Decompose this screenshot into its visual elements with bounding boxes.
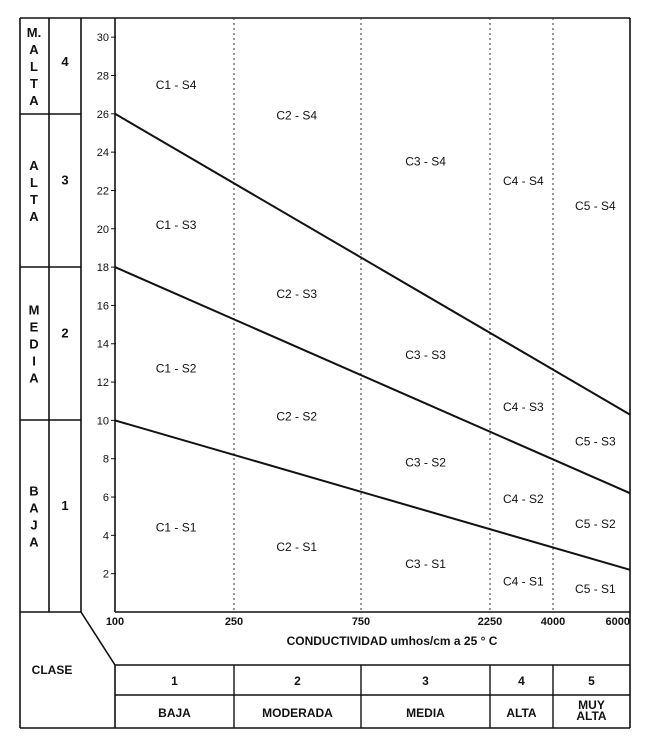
y-tick-label: 16: [96, 300, 109, 313]
vertical-gridlines: [234, 18, 553, 728]
zone-label-c1-s4: C1 - S4: [155, 78, 197, 93]
sodium-class-letter: J: [30, 517, 38, 533]
zone-label-c3-s2: C3 - S2: [405, 455, 446, 470]
sodium-class-letter: I: [32, 353, 36, 369]
y-tick-label: 26: [96, 108, 109, 121]
sodium-class-number: 3: [61, 172, 69, 188]
sodium-class-number: 2: [61, 325, 69, 341]
boundary-line-1: [115, 420, 630, 572]
sodium-class-column: [20, 25, 81, 550]
y-tick-label: 22: [96, 185, 109, 198]
class-name: MODERADA: [262, 706, 333, 720]
sodium-class-letter: B: [29, 483, 39, 499]
class-name: BAJA: [158, 706, 191, 720]
class-boundary-lines: [115, 114, 630, 570]
zone-label-c2-s4: C2 - S4: [276, 108, 318, 123]
y-tick-label: 10: [96, 415, 109, 428]
zone-label-c2-s2: C2 - S2: [276, 409, 318, 424]
y-tick-label: 30: [96, 32, 109, 45]
y-tick-label: 4: [102, 530, 109, 543]
y-tick-label: 2: [102, 568, 109, 581]
y-tick-label: 28: [96, 70, 109, 83]
zone-label-c2-s1: C2 - S1: [276, 539, 318, 554]
y-tick-label: 14: [96, 338, 109, 351]
class-name: MUY: [578, 698, 605, 712]
sodium-class-letter: M.: [26, 25, 42, 40]
sodium-class-letter: A: [29, 534, 39, 550]
sodium-class-letter: L: [30, 59, 38, 74]
sodium-class-letter: L: [30, 175, 38, 190]
class-name: MEDIA: [406, 706, 445, 720]
zone-label-c1-s1: C1 - S1: [155, 520, 197, 535]
zone-label-c3-s1: C3 - S1: [405, 557, 446, 572]
zone-label-c1-s2: C1 - S2: [155, 361, 197, 376]
class-name: ALTA: [506, 706, 537, 720]
sodium-class-letter: A: [29, 209, 39, 224]
clase-label: CLASE: [31, 663, 73, 677]
zone-label-c4-s3: C4 - S3: [502, 399, 544, 414]
zone-label-c4-s1: C4 - S1: [502, 574, 544, 589]
x-tick-label: 250: [224, 616, 244, 628]
sodium-class-letter: A: [29, 158, 39, 173]
y-tick-label: 18: [96, 262, 109, 275]
sodium-class-letter: M: [28, 302, 40, 318]
sodium-class-letter: D: [29, 336, 39, 352]
sodium-class-letter: A: [29, 370, 39, 386]
y-tick-label: 6: [102, 492, 109, 505]
y-axis: [97, 32, 116, 581]
y-tick-label: 12: [96, 377, 109, 390]
class-number: 2: [294, 674, 301, 688]
x-axis-label: CONDUCTIVIDAD umhos/cm a 25 ° C: [286, 634, 498, 648]
x-tick-label: 100: [105, 616, 125, 628]
zone-label-c4-s2: C4 - S2: [502, 491, 544, 506]
x-tick-label: 4000: [540, 616, 566, 628]
zone-label-c5-s3: C5 - S3: [575, 434, 616, 449]
y-tick-label: 8: [102, 453, 109, 466]
y-tick-label: 24: [96, 147, 109, 160]
class-footer-table: [32, 663, 607, 723]
zone-labels: [156, 78, 616, 596]
y-tick-label: 20: [96, 223, 109, 236]
x-tick-label: 2250: [477, 616, 503, 628]
zone-label-c2-s3: C2 - S3: [276, 286, 318, 301]
sodium-class-letter: A: [29, 500, 39, 516]
zone-label-c5-s2: C5 - S2: [575, 516, 616, 531]
sodium-class-number: 4: [61, 54, 69, 69]
class-number: 5: [588, 674, 595, 688]
class-number: 3: [422, 674, 429, 688]
x-tick-label: 750: [351, 616, 371, 628]
zone-label-c5-s1: C5 - S1: [575, 582, 616, 597]
class-number: 1: [171, 674, 178, 688]
zone-label-c1-s3: C1 - S3: [155, 217, 197, 232]
x-axis: [106, 616, 630, 628]
sodium-class-letter: T: [30, 192, 38, 207]
zone-label-c5-s4: C5 - S4: [575, 198, 616, 213]
sodium-class-number: 1: [61, 498, 69, 513]
sodium-class-letter: A: [29, 93, 39, 108]
sodium-class-letter: E: [29, 319, 39, 335]
sodium-class-letter: A: [29, 42, 39, 57]
sodium-class-letter: T: [30, 76, 38, 91]
class-number: 4: [518, 674, 525, 688]
class-name: ALTA: [576, 709, 607, 723]
zone-label-c4-s4: C4 - S4: [502, 173, 544, 188]
boundary-line-2: [115, 267, 630, 493]
zone-label-c3-s4: C3 - S4: [405, 154, 446, 169]
x-tick-label: 6000: [605, 616, 630, 628]
zone-label-c3-s3: C3 - S3: [405, 348, 446, 363]
